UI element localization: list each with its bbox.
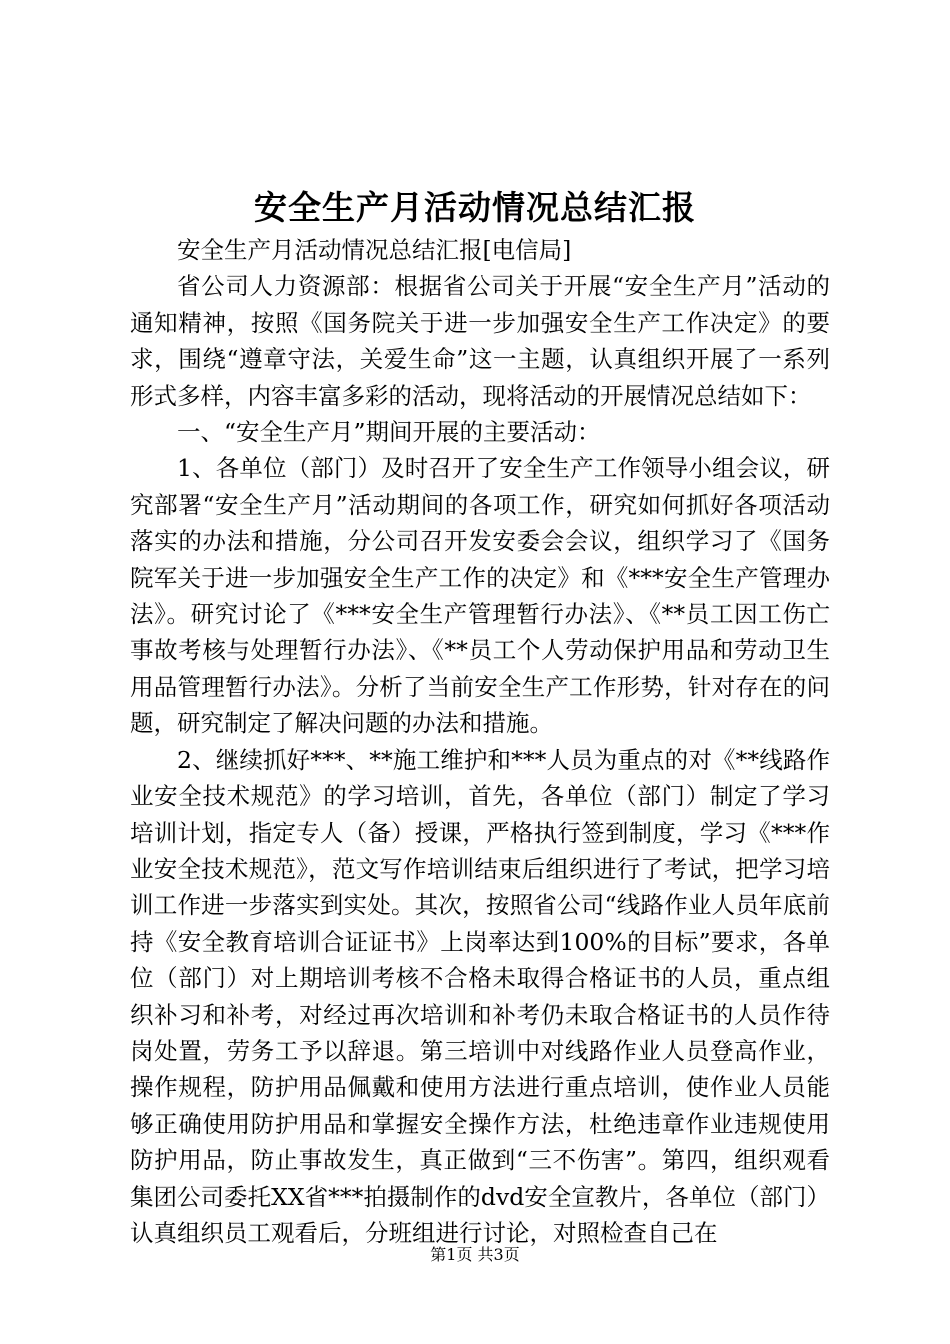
activity-paragraph-1: 1、各单位（部门）及时召开了安全生产工作领导小组会议，研究部署“安全生产月”活动期间的各项工作，研究如何抓好各项活动落实的办法和措施，分公司召开发安委会会议，组织学习了《国务院军关于进一步加强安全生产工作的决定》和《***安全生产管理办法》。研究讨论了《***安全生产管理暂行办法》、《**员工因工伤亡事故考核与处理暂行办法》、《**员工个人劳动保护用品和劳动卫生用品管理暂行办法》。分析了当前安全生产工作形势，针对存在的问题，研究制定了解决问题的办法和措施。: [130, 454, 830, 738]
document-subtitle-paragraph: 安全生产月活动情况总结汇报[电信局]: [177, 236, 572, 264]
document-title: 安全生产月活动情况总结汇报: [254, 188, 696, 227]
activity-paragraph-2: 2、继续抓好***、**施工维护和***人员为重点的对《**线路作业安全技术规范》的学习培训，首先，各单位（部门）制定了学习培训计划，指定专人（备）授课，严格执行签到制度，学习《***作业安全技术规范》，范文写作培训结束后组织进行了考试，把学习培训工作进一步落实到实处。其次，按照省公司“线路作业人员年底前持《安全教育培训合证证书》上岗率达到100%的目标”要求，各单位（部门）对上期培训考核不合格未取得合格证书的人员，重点组织补习和补考，对经过再次培训和补考仍未取合格证书的人员作待岗处置，劳务工予以辞退。第三培训中对线路作业人员登高作业，操作规程，防护用品佩戴和使用方法进行重点培训，使作业人员能够正确使用防护用品和掌握安全操作方法，杜绝违章作业违规使用防护用品，防止事故发生，真正做到“三不伤害”。第四，组织观看集团公司委托XX省***拍摄制作的dvd安全宣教片，各单位（部门）认真组织员工观看后，分班组进行讨论，对照检查自己在: [130, 745, 830, 1247]
section-heading: 一、“安全生产月”期间开展的主要活动：: [177, 418, 601, 447]
page-number-footer: 第1页 共3页: [430, 1245, 520, 1264]
document-body: [130, 232, 830, 1251]
intro-paragraph: 省公司人力资源部：根据省公司关于开展“安全生产月”活动的通知精神，按照《国务院关于进一步加强安全生产工作决定》的要求，围绕“遵章守法，关爱生命”这一主题，认真组织开展了一系列形式多样，内容丰富多彩的活动，现将活动的开展情况总结如下：: [130, 272, 830, 410]
